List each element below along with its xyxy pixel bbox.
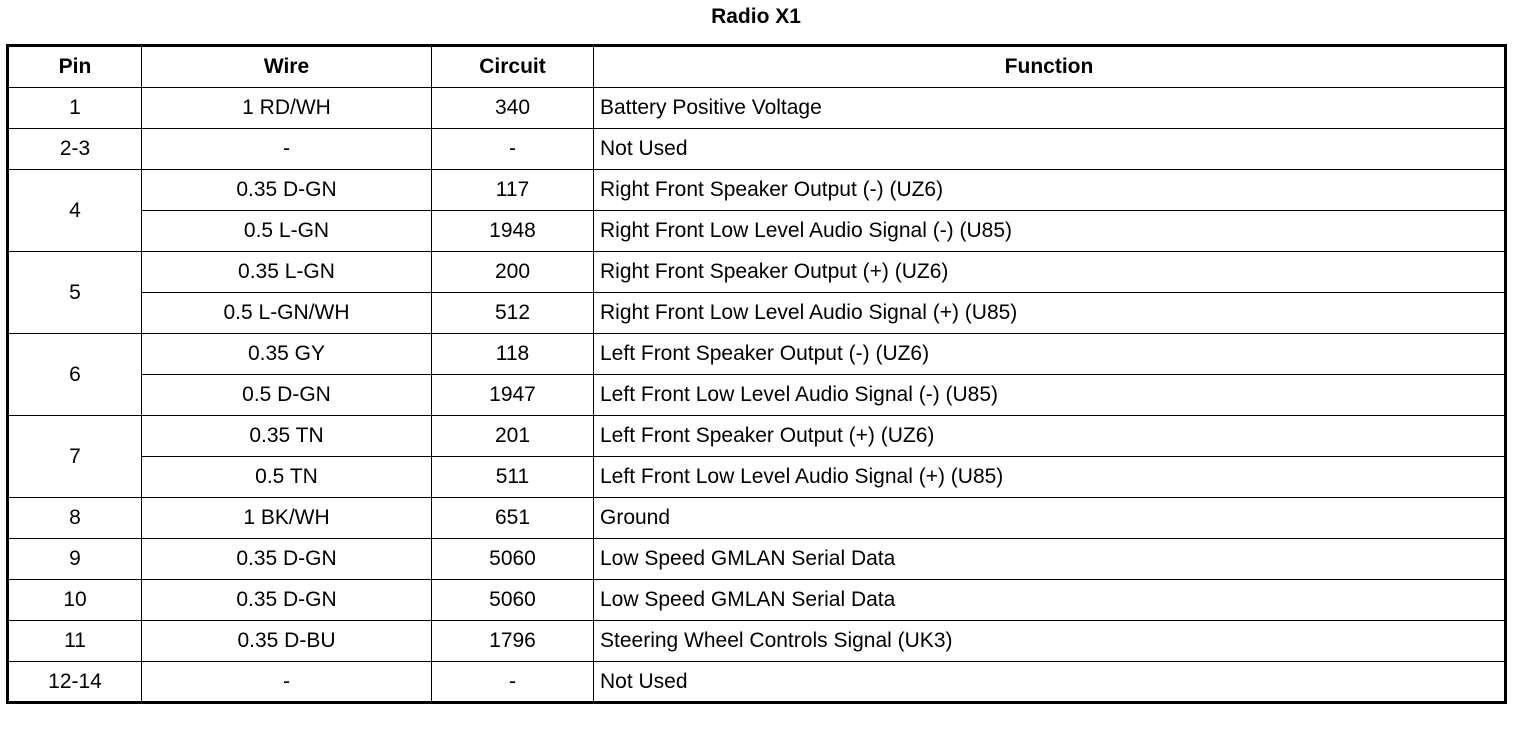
wire-cell: 0.5 L-GN — [142, 211, 432, 252]
circuit-cell: 118 — [432, 334, 594, 375]
function-cell: Left Front Low Level Audio Signal (+) (U85) — [594, 457, 1506, 498]
connector-pinout-table — [6, 44, 1507, 704]
pin-cell: 7 — [8, 416, 142, 498]
table-row — [8, 170, 1506, 211]
header-function: Function — [594, 46, 1506, 88]
wire-cell: 0.35 D-BU — [142, 621, 432, 662]
table-row — [8, 416, 1506, 457]
pin-cell: 12-14 — [8, 662, 142, 703]
function-cell: Right Front Speaker Output (+) (UZ6) — [594, 252, 1506, 293]
pin-cell: 10 — [8, 580, 142, 621]
header-circuit: Circuit — [432, 46, 594, 88]
pin-cell: 5 — [8, 252, 142, 334]
table-title: Radio X1 — [711, 5, 801, 28]
wire-cell: 0.35 D-GN — [142, 539, 432, 580]
pin-cell: 11 — [8, 621, 142, 662]
wire-cell: - — [142, 129, 432, 170]
function-cell: Not Used — [594, 129, 1506, 170]
table-row — [8, 129, 1506, 170]
wire-cell: 1 BK/WH — [142, 498, 432, 539]
pin-cell: 2-3 — [8, 129, 142, 170]
table-row — [8, 621, 1506, 662]
wire-cell: 0.35 L-GN — [142, 252, 432, 293]
pin-cell: 4 — [8, 170, 142, 252]
wire-cell: 0.5 TN — [142, 457, 432, 498]
circuit-cell: 5060 — [432, 580, 594, 621]
wire-cell: - — [142, 662, 432, 703]
wire-cell: 0.35 TN — [142, 416, 432, 457]
circuit-cell: - — [432, 129, 594, 170]
table-row — [8, 211, 1506, 252]
header-pin: Pin — [8, 46, 142, 88]
function-cell: Low Speed GMLAN Serial Data — [594, 580, 1506, 621]
function-cell: Right Front Low Level Audio Signal (-) (U85) — [594, 211, 1506, 252]
circuit-cell: 200 — [432, 252, 594, 293]
circuit-cell: 511 — [432, 457, 594, 498]
function-cell: Ground — [594, 498, 1506, 539]
function-cell: Battery Positive Voltage — [594, 88, 1506, 129]
wire-cell: 0.5 D-GN — [142, 375, 432, 416]
pin-cell: 8 — [8, 498, 142, 539]
table-row — [8, 580, 1506, 621]
pin-cell: 9 — [8, 539, 142, 580]
table-row — [8, 88, 1506, 129]
table-row — [8, 293, 1506, 334]
wire-cell: 0.5 L-GN/WH — [142, 293, 432, 334]
circuit-cell: 512 — [432, 293, 594, 334]
table-row — [8, 539, 1506, 580]
table-row — [8, 498, 1506, 539]
header-row — [8, 46, 1506, 88]
wire-cell: 1 RD/WH — [142, 88, 432, 129]
circuit-cell: 117 — [432, 170, 594, 211]
circuit-cell: 651 — [432, 498, 594, 539]
function-cell: Left Front Speaker Output (+) (UZ6) — [594, 416, 1506, 457]
pin-cell: 1 — [8, 88, 142, 129]
function-cell: Steering Wheel Controls Signal (UK3) — [594, 621, 1506, 662]
circuit-cell: - — [432, 662, 594, 703]
circuit-cell: 340 — [432, 88, 594, 129]
function-cell: Right Front Low Level Audio Signal (+) (U85) — [594, 293, 1506, 334]
wire-cell: 0.35 D-GN — [142, 170, 432, 211]
function-cell: Left Front Speaker Output (-) (UZ6) — [594, 334, 1506, 375]
function-cell: Low Speed GMLAN Serial Data — [594, 539, 1506, 580]
table-row — [8, 252, 1506, 293]
pin-cell: 6 — [8, 334, 142, 416]
header-wire: Wire — [142, 46, 432, 88]
table-row — [8, 457, 1506, 498]
wire-cell: 0.35 GY — [142, 334, 432, 375]
circuit-cell: 1947 — [432, 375, 594, 416]
table-row — [8, 662, 1506, 703]
table-row — [8, 375, 1506, 416]
function-cell: Right Front Speaker Output (-) (UZ6) — [594, 170, 1506, 211]
circuit-cell: 1948 — [432, 211, 594, 252]
circuit-cell: 1796 — [432, 621, 594, 662]
table-row — [8, 334, 1506, 375]
circuit-cell: 201 — [432, 416, 594, 457]
circuit-cell: 5060 — [432, 539, 594, 580]
function-cell: Left Front Low Level Audio Signal (-) (U85) — [594, 375, 1506, 416]
wire-cell: 0.35 D-GN — [142, 580, 432, 621]
function-cell: Not Used — [594, 662, 1506, 703]
